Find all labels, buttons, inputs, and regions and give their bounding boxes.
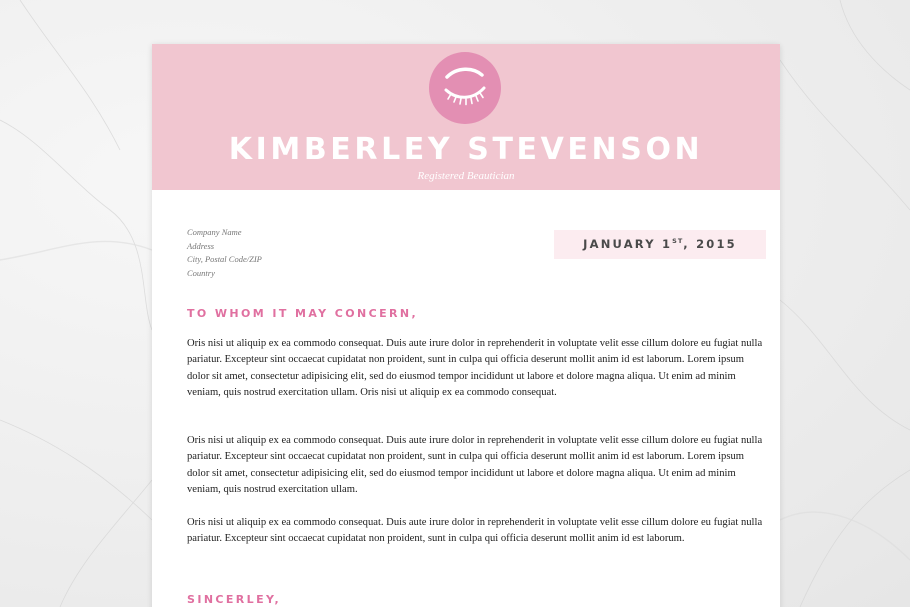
- letter-date: [554, 230, 766, 259]
- letter-paragraph-1: Oris nisi ut aliquip ex ea commodo consequat. Duis aute irure dolor in reprehenderit in voluptate velit esse cillum dolore eu fugiat nulla pariatur. Excepteur sint occaecat cupidatat non proident, sunt in culpa qui officia deserunt mollit anim id est laborum. Lorem ipsum dolor sit amet, consectetur adipisicing elit, sed do eiusmod tempor incididunt ut labore et dolore magna aliqua. Ut enim ad minim veniam, quis nostrud exercitation ullam. Oris nisi ut aliquip ex ea commodo consequat.: [187, 338, 763, 399]
- salutation: TO WHOM IT MAY CONCERN,: [187, 307, 419, 320]
- address-city: City, Postal Code/ZIP: [187, 254, 262, 264]
- letter-paragraph-2: Oris nisi ut aliquip ex ea commodo consequat. Duis aute irure dolor in reprehenderit in voluptate velit esse cillum dolore eu fugiat nulla pariatur. Excepteur sint occaecat cupidatat non proident, sunt in culpa qui officia deserunt mollit anim id est laborum. Lorem ipsum dolor sit amet, consectetur adipisicing elit, sed do eiusmod tempor incididunt ut labore et dolore magna aliqua. Ut enim ad minim veniam, quis nostrud exercitation ullam.: [187, 435, 763, 496]
- applicant-name: KIMBERLEY STEVENSON: [228, 132, 704, 167]
- date-year: , 2015: [683, 237, 737, 251]
- logo: [429, 52, 501, 124]
- letterhead-banner: [152, 44, 780, 190]
- address-street: Address: [187, 240, 215, 251]
- applicant-role: Registered Beautician: [417, 170, 515, 182]
- recipient-address: [187, 226, 262, 280]
- date-month-day: JANUARY 1: [583, 237, 673, 251]
- letter-paragraph-3: Oris nisi ut aliquip ex ea commodo consequat. Duis aute irure dolor in reprehenderit in voluptate velit esse cillum dolore eu fugiat nulla pariatur. Excepteur sint occaecat cupidatat non proident, sunt in culpa qui officia deserunt mollit anim id est laborum.: [187, 517, 763, 545]
- letter-page: [152, 44, 780, 607]
- closing: SINCERLEY,: [187, 593, 282, 606]
- address-company: Company Name: [187, 227, 242, 237]
- date-suffix: ST: [672, 237, 684, 245]
- address-country: Country: [187, 267, 215, 278]
- closed-eye-lashes-icon: [429, 52, 501, 124]
